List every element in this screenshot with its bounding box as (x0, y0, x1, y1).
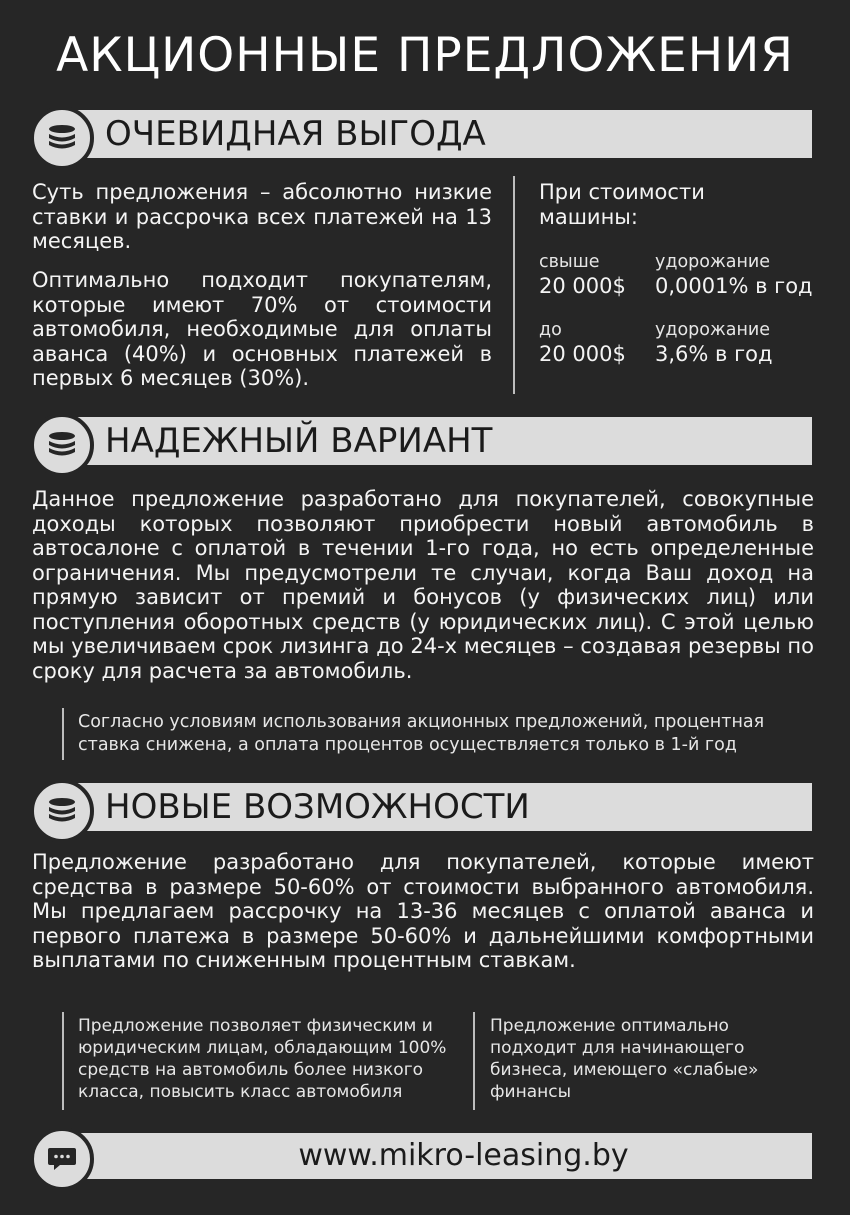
page-title: АКЦИОННЫЕ ПРЕДЛОЖЕНИЯ (56, 28, 794, 83)
opportunities-note-right: Предложение оптимально подходит для начинающего бизнеса, имеющего «слабые» финансы (490, 1016, 759, 1102)
section-heading: НОВЫЕ ВОЗМОЖНОСТИ (75, 783, 812, 831)
section-heading: ОЧЕВИДНАЯ ВЫГОДА (75, 110, 812, 158)
note-line (473, 1012, 475, 1110)
benefit-paragraph-1: Суть предложения – абсолютно низкие ставки и рассрочка всех платежей на 13 месяцев. (32, 180, 492, 253)
reliable-note: Согласно условиям использования акционных предложений, процентная ставка снижена, а оплата процентов осуществляется только в 1-й год (78, 712, 765, 755)
section-heading: НАДЕЖНЫЙ ВАРИАНТ (75, 417, 812, 465)
opportunities-paragraph: Предложение разработано для покупателей, которые имеют средства в размере 50-60% от стоимости выбранного автомобиля. Мы предлагаем рассрочку на 13-36 месяцев с оплатой аванса и первого платежа в размере 50-60% и дальнейшими комфортными выплатами по сниженным процентным ставкам. (32, 850, 814, 972)
divider-line (513, 176, 515, 394)
rise-value: 0,0001% в год (655, 274, 813, 298)
price-intro: При стоимости машины: (539, 180, 705, 229)
note-line (62, 708, 64, 760)
note-line (62, 1012, 64, 1110)
price-value: 20 000$ (539, 274, 626, 298)
opportunities-note-left: Предложение позволяет физическим и юридическим лицам, обладающим 100% средств на автомобиль более низкого класса, повысить класс автомобиля (78, 1016, 447, 1102)
reliable-paragraph: Данное предложение разработано для покупателей, совокупные доходы которых позволяют приобрести новый автомобиль в автосалоне с оплатой в течении 1-го года, но есть определенные ограничения. Мы предусмотрели те случаи, когда Ваш доход на прямую зависит от премий и бонусов (у физических лиц) или поступления оборотных средств (у юридических лиц). С этой целью мы увеличиваем срок лизинга до 24-х месяцев – создавая резервы по сроку для расчета за автомобиль. (32, 487, 814, 683)
rise-value: 3,6% в год (655, 342, 773, 366)
coin-stack-icon (30, 779, 94, 843)
coin-stack-icon (30, 106, 94, 170)
rise-label: удорожание (655, 252, 771, 272)
chat-bubble-icon (30, 1127, 94, 1191)
benefit-paragraph-2: Оптимально подходит покупателям, которые имеют 70% от стоимости автомобиля, необходимые для оплаты аванса (40%) и основных платежей в первых 6 месяцев (30%). (32, 268, 492, 390)
section-header-reliable (30, 414, 812, 466)
price-value: 20 000$ (539, 342, 626, 366)
coin-stack-icon (30, 413, 94, 477)
rise-label: удорожание (655, 320, 771, 340)
section-header-opportunities (30, 780, 812, 832)
section-header-benefit (30, 107, 812, 159)
footer-website[interactable]: www.mikro-leasing.by (75, 1133, 812, 1179)
price-condition-label: до (539, 320, 562, 340)
price-condition-label: свыше (539, 252, 600, 272)
